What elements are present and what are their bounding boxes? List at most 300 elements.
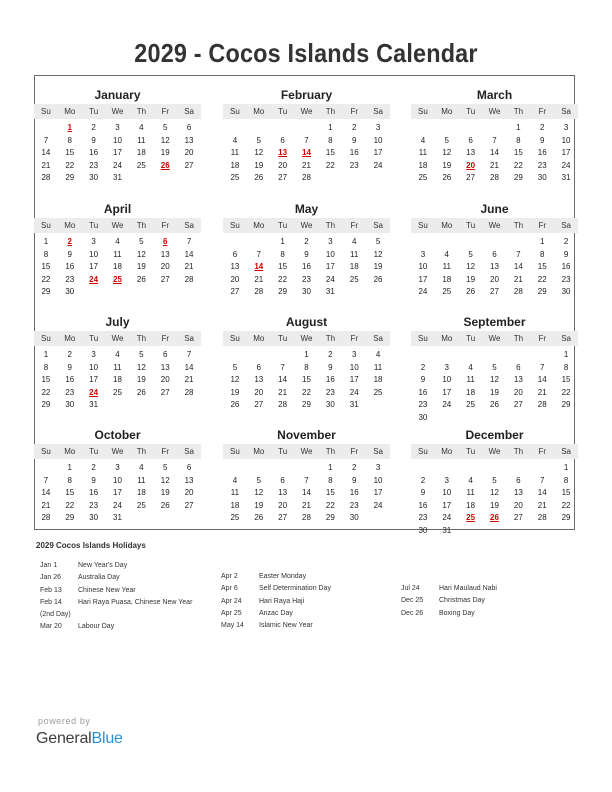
day-cell: 20 [278,160,288,170]
day-cell: 30 [561,287,571,297]
day-cell: 17 [373,148,383,158]
day-cell: 1 [516,123,521,132]
day-cell: 26 [490,400,499,410]
weekday-label: Mo [253,447,265,456]
day-cell: 19 [136,375,146,385]
weekday-label: Fr [538,221,546,230]
weekday-label: Th [513,221,524,230]
day-cell: 13 [513,488,523,498]
holiday-row [221,608,331,620]
day-cell: 14 [490,148,499,158]
day-cell: 16 [65,262,75,272]
day-cell: 9 [351,135,357,145]
day-blank [506,462,530,475]
day-blank [223,462,247,475]
day-cell: 9 [304,249,309,259]
day-cell: 25 [113,387,122,397]
holiday-column [40,560,192,634]
day-cell: 3 [115,463,120,472]
day-cell: 19 [254,500,264,510]
holiday-name: Labour Day [78,623,115,631]
day-cell: 7 [539,475,545,485]
day-cell: 31 [113,513,122,523]
day-cell: 8 [539,249,545,259]
weekday-label: Su [230,221,240,230]
weekday-label: We [300,447,313,456]
day-blank [411,236,435,249]
day-blank [459,122,483,135]
holiday-row [221,583,331,595]
day-cell: 12 [230,375,240,385]
day-cell: 22 [278,274,288,284]
day-cell: 23 [349,160,359,170]
weekday-header [411,444,578,459]
day-cell: 15 [513,148,523,158]
day-cell: 30 [325,400,335,410]
day-grid [411,122,578,185]
day-blank [483,122,507,135]
day-cell: 7 [304,135,309,145]
day-cell: 14 [537,488,547,498]
weekday-label: Su [41,107,51,116]
day-cell: 4 [232,135,238,145]
holiday-day-cell: 13 [278,148,288,158]
day-cell: 25 [230,173,240,183]
weekday-label: Fr [538,107,546,116]
day-cell: 3 [444,362,449,372]
day-cell: 23 [65,274,75,284]
day-cell: 11 [137,135,146,145]
weekday-label: Fr [161,221,169,230]
day-cell: 9 [351,475,357,485]
day-cell: 29 [65,513,75,523]
day-cell: 4 [232,475,238,485]
holiday-row [401,583,497,595]
day-cell: 24 [373,160,383,170]
day-cell: 21 [254,274,264,284]
day-cell: 9 [67,362,72,372]
generalblue-logo[interactable] [36,730,123,748]
holiday-day-cell: 25 [113,274,122,284]
day-blank [435,349,459,362]
day-cell: 20 [160,375,170,385]
weekday-label: Th [325,221,336,230]
day-cell: 14 [41,148,51,158]
day-cell: 11 [442,262,451,272]
holiday-day-cell: 26 [160,160,170,170]
day-cell: 26 [466,287,476,297]
day-cell: 10 [113,475,122,485]
day-cell: 10 [325,249,335,259]
day-cell: 2 [91,123,96,132]
weekday-label: Th [325,447,336,456]
weekday-label: Fr [538,334,546,343]
day-cell: 16 [418,387,428,397]
day-cell: 7 [492,135,497,145]
holiday-date: Apr 24 [221,597,242,605]
weekday-label: Mo [64,221,76,230]
weekday-header [223,104,390,119]
day-cell: 17 [113,488,122,498]
day-cell: 24 [442,513,452,523]
day-grid [34,462,201,525]
day-cell: 3 [444,475,449,485]
day-blank [530,349,554,362]
weekday-header [34,104,201,119]
day-cell: 4 [420,135,426,145]
month-august [223,307,390,417]
weekday-label: Tu [466,221,476,230]
day-cell: 8 [67,475,72,485]
weekday-label: Sa [184,334,194,343]
weekday-label: Fr [161,334,169,343]
day-cell: 28 [513,287,523,297]
weekday-header [223,218,390,233]
day-cell: 4 [139,463,144,472]
day-blank [506,349,530,362]
weekday-label: Th [325,334,336,343]
day-cell: 13 [254,375,264,385]
day-cell: 17 [89,262,99,272]
day-blank [247,236,271,249]
day-cell: 5 [139,237,144,246]
day-cell: 17 [325,262,335,272]
weekday-label: Su [41,334,51,343]
day-cell: 18 [230,500,240,510]
day-cell: 25 [442,287,452,297]
weekday-label: We [488,447,501,456]
weekday-header [223,444,390,459]
weekday-label: We [300,334,313,343]
day-grid [223,236,390,299]
day-blank [506,236,530,249]
weekday-label: Tu [278,447,288,456]
day-cell: 14 [184,362,194,372]
month-name: November [277,428,336,442]
weekday-header [34,218,201,233]
day-blank [459,349,483,362]
holiday-name: Hari Raya Puasa, Chinese New Year [78,598,193,606]
day-cell: 7 [43,475,49,485]
weekday-label: Tu [278,334,288,343]
day-cell: 21 [278,387,288,397]
day-cell: 13 [278,488,288,498]
weekday-label: Fr [538,447,546,456]
day-cell: 5 [492,475,497,485]
day-cell: 19 [490,500,499,510]
holiday-date: Jan 1 [40,562,58,569]
day-cell: 31 [561,173,571,183]
holiday-name: New Year's Day [78,562,128,569]
weekday-label: Su [41,221,51,230]
day-cell: 26 [230,400,240,410]
day-cell: 26 [160,500,170,510]
day-cell: 11 [418,148,428,158]
day-cell: 21 [513,274,523,284]
day-cell: 12 [490,375,499,385]
weekday-label: We [300,221,313,230]
weekday-label: Tu [466,447,476,456]
day-cell: 1 [67,463,72,472]
day-cell: 2 [67,350,72,359]
holiday-date: Jul 24 [401,585,420,592]
day-cell: 1 [43,237,49,246]
day-cell: 7 [304,475,309,485]
holiday-date: Mar 20 [40,623,62,631]
day-cell: 11 [230,488,240,498]
weekday-label: Su [418,447,428,456]
weekday-label: Mo [253,221,265,230]
month-april [34,194,201,304]
holiday-row [221,596,331,608]
weekday-label: Th [136,107,147,116]
weekday-label: Th [513,334,524,343]
day-cell: 3 [420,249,426,259]
day-cell: 15 [325,148,335,158]
day-cell: 14 [278,375,288,385]
weekday-header [34,331,201,346]
day-grid [34,122,201,185]
day-blank [247,122,271,135]
holiday-date: Feb 13 [40,586,62,594]
day-blank [247,349,271,362]
day-cell: 8 [304,362,309,372]
weekday-label: We [300,107,313,116]
weekday-label: Tu [89,221,99,230]
day-cell: 23 [89,500,99,510]
holiday-day-cell: 24 [89,274,99,284]
day-cell: 27 [466,173,476,183]
day-cell: 17 [418,274,428,284]
day-cell: 12 [160,135,170,145]
day-cell: 11 [350,249,359,259]
day-cell: 15 [41,262,51,272]
day-cell: 11 [230,148,240,158]
weekday-label: Mo [441,334,453,343]
day-cell: 25 [373,387,383,397]
day-cell: 5 [162,123,168,132]
day-cell: 16 [89,488,99,498]
month-name: October [94,428,141,442]
day-cell: 8 [516,135,521,145]
day-grid [411,236,578,299]
day-cell: 20 [278,500,288,510]
day-cell: 25 [230,513,240,523]
day-cell: 3 [375,463,381,472]
holiday-date: May 14 [221,622,244,630]
day-cell: 27 [254,400,264,410]
day-cell: 30 [349,513,359,523]
month-may [223,194,390,304]
day-cell: 17 [89,375,99,385]
day-cell: 2 [420,362,426,372]
day-cell: 12 [490,488,499,498]
weekday-label: Su [230,334,240,343]
weekday-label: Th [325,107,336,116]
weekday-label: Tu [89,334,99,343]
day-cell: 1 [328,463,333,472]
weekday-label: We [488,107,501,116]
month-name: May [294,202,319,216]
holiday-date: Dec 26 [401,609,424,617]
day-cell: 12 [160,475,170,485]
day-cell: 18 [442,274,452,284]
day-cell: 26 [254,513,264,523]
day-blank [411,462,435,475]
day-cell: 15 [537,262,547,272]
day-cell: 29 [537,287,547,297]
day-cell: 4 [115,350,120,359]
day-cell: 16 [349,148,359,158]
holiday-row [40,572,192,584]
day-cell: 3 [375,123,381,132]
day-cell: 7 [43,135,49,145]
day-cell: 21 [41,500,51,510]
day-cell: 19 [254,160,264,170]
month-name: September [463,315,526,329]
day-cell: 8 [328,475,333,485]
day-cell: 17 [373,488,383,498]
day-cell: 8 [563,475,569,485]
day-cell: 5 [232,362,238,372]
day-blank [459,462,483,475]
day-cell: 5 [256,135,261,145]
day-cell: 23 [561,274,571,284]
day-cell: 12 [254,488,264,498]
day-cell: 29 [561,400,571,410]
holiday-date: Apr 6 [221,585,238,593]
day-cell: 11 [137,475,146,485]
month-march [411,80,578,190]
day-cell: 6 [186,463,192,472]
weekday-header [34,444,201,459]
month-name: July [105,315,130,329]
day-cell: 14 [513,262,523,272]
day-cell: 29 [278,287,288,297]
month-name: February [280,88,333,102]
day-cell: 8 [280,249,285,259]
weekday-label: Fr [350,221,358,230]
holiday-name: Self Determination Day [259,585,331,593]
day-cell: 20 [184,148,194,158]
day-blank [411,349,435,362]
weekday-header [411,104,578,119]
weekday-label: Mo [64,447,76,456]
day-cell: 9 [420,375,426,385]
day-cell: 9 [539,135,545,145]
day-cell: 28 [490,173,499,183]
day-cell: 8 [43,249,49,259]
day-cell: 4 [468,475,473,485]
day-cell: 1 [563,463,569,472]
month-name: June [480,202,509,216]
holiday-row [221,571,331,583]
day-cell: 30 [537,173,547,183]
day-cell: 4 [375,350,381,359]
day-cell: 12 [136,249,146,259]
day-cell: 25 [418,173,428,183]
day-cell: 2 [304,237,309,246]
day-cell: 6 [280,475,285,485]
day-cell: 21 [184,262,194,272]
day-cell: 25 [349,274,359,284]
day-cell: 18 [373,375,383,385]
day-cell: 24 [113,160,122,170]
holiday-name: Christmas Day [439,597,485,605]
day-cell: 16 [418,500,428,510]
day-cell: 27 [513,400,523,410]
day-cell: 28 [278,400,288,410]
holiday-row [40,609,192,621]
day-cell: 19 [230,387,240,397]
day-cell: 5 [139,350,144,359]
weekday-label: Tu [466,107,476,116]
day-blank [271,349,295,362]
day-cell: 5 [444,135,449,145]
day-grid [223,349,390,412]
holiday-row [401,608,497,620]
day-cell: 27 [160,274,170,284]
day-cell: 22 [561,387,571,397]
day-cell: 1 [43,350,49,359]
day-cell: 28 [537,400,547,410]
day-cell: 22 [41,387,51,397]
day-cell: 10 [442,375,452,385]
holiday-date: (2nd Day) [40,611,71,619]
day-grid [223,462,390,525]
day-cell: 31 [113,173,122,183]
day-cell: 18 [349,262,359,272]
day-cell: 4 [468,362,473,372]
month-name: December [465,428,524,442]
day-blank [295,462,319,475]
day-cell: 7 [280,362,285,372]
day-cell: 28 [302,173,311,183]
weekday-label: Sa [561,107,571,116]
day-cell: 22 [325,160,335,170]
holiday-day-cell: 20 [466,160,476,170]
day-cell: 21 [41,160,51,170]
weekday-label: Th [136,447,147,456]
holiday-date: Apr 2 [221,573,238,580]
day-cell: 12 [466,262,476,272]
holiday-date: Dec 25 [401,597,424,605]
day-cell: 20 [184,488,194,498]
weekday-label: Mo [253,334,265,343]
day-cell: 18 [136,148,146,158]
day-cell: 31 [325,287,335,297]
weekday-label: Tu [278,221,288,230]
month-september [411,307,578,422]
day-cell: 9 [420,488,426,498]
day-cell: 30 [418,525,428,535]
day-cell: 4 [444,249,449,259]
day-grid [34,349,201,412]
weekday-label: Su [418,334,428,343]
day-cell: 24 [349,387,359,397]
day-cell: 23 [302,274,311,284]
day-cell: 19 [160,148,170,158]
holiday-day-cell: 1 [67,123,72,132]
month-name: March [476,88,513,102]
month-november [223,420,390,530]
day-cell: 24 [325,274,335,284]
day-cell: 27 [278,173,288,183]
day-cell: 9 [91,475,96,485]
holiday-date: Apr 25 [221,609,242,617]
day-blank [435,462,459,475]
day-cell: 19 [136,262,146,272]
